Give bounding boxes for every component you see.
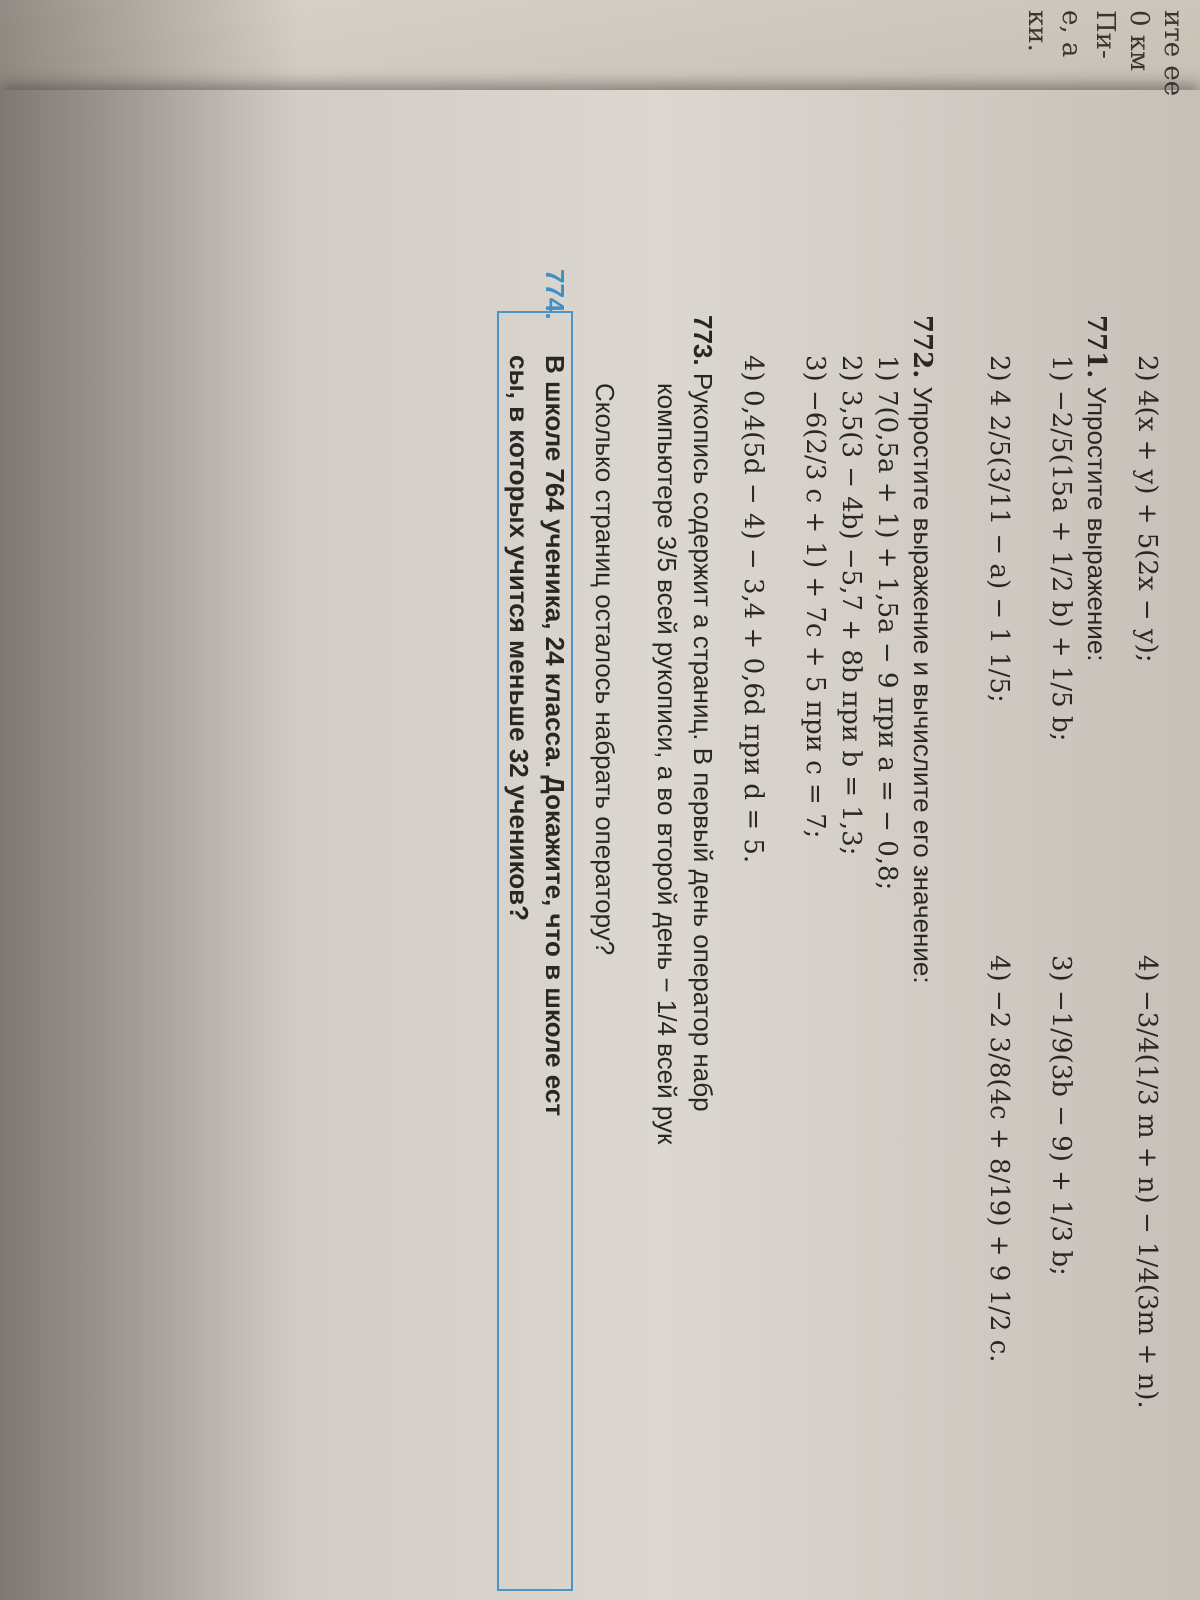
problem-number: 774. xyxy=(540,269,570,320)
prev-line-4: е, а xyxy=(1056,10,1086,58)
prev-line-3: Пи- xyxy=(1090,10,1120,59)
problem-771-row-2 xyxy=(955,315,1017,1585)
problem-number: 772. xyxy=(907,315,937,379)
prev-line-1: ите ее xyxy=(1158,10,1188,97)
problem-number: 773. xyxy=(688,315,718,366)
problem-774-line-1 xyxy=(537,269,573,1585)
problem-771-row-1 xyxy=(1017,315,1079,1585)
page-content xyxy=(497,269,1165,1585)
prev-line-5: ки. xyxy=(1022,10,1052,52)
problem-774 xyxy=(497,269,573,1585)
problem-number: 771. xyxy=(1081,315,1111,379)
problem-prompt: Упростите выражение: xyxy=(1082,386,1112,662)
problem-prompt: Упростите выражение и вычислите его значение: xyxy=(908,386,938,984)
p771-item-1: 1) −2/5(15a + 1/2 b) + 1/5 b; xyxy=(1046,355,1076,742)
p770-item-4: 4) −3/4(1/3 m + n) − 1/4(3m + n). xyxy=(1132,955,1162,1409)
p772-item-2: 2) 3,5(3 − 4b) −5,7 + 8b при b = 1,3; xyxy=(836,355,866,856)
problem-771-header xyxy=(1079,315,1115,1585)
p772-item-3: 3) −6(2/3 c + 1) + 7c + 5 при c = 7; xyxy=(800,355,830,839)
p772-item-4: 4) 0,4(5d − 4) − 3,4 + 0,6d при d = 5. xyxy=(738,355,768,864)
p770-item-2: 2) 4(x + y) + 5(2x − y); xyxy=(1132,355,1162,663)
p773-text-2: компьютере 3/5 всей рукописи, а во второй день − 1/4 всей рук xyxy=(652,383,682,1145)
p771-item-4: 4) −2 3/8(4c + 8/19) + 9 1/2 c. xyxy=(984,955,1014,1363)
p773-text-3: Сколько страниц осталось набрать оператору? xyxy=(590,383,620,956)
problem-772-header xyxy=(905,315,941,1585)
p774-text-2: сы, в которых учится меньше 32 учеников? xyxy=(504,355,534,922)
p774-text-1: В школе 764 ученика, 24 класса. Докажите, что в школе ест xyxy=(540,355,570,1117)
problem-770-tail xyxy=(1129,315,1165,1585)
prev-line-2: 0 км xyxy=(1124,10,1154,72)
p771-item-3: 3) −1/9(3b − 9) + 1/3 b; xyxy=(1046,955,1076,1276)
problem-773-line-1 xyxy=(685,315,721,1585)
p771-item-2: 2) 4 2/5(3/11 − a) − 1 1/5; xyxy=(984,355,1014,703)
p773-text-1: Рукопись содержит a страниц. В первый день оператор набр xyxy=(688,372,718,1112)
previous-page-text xyxy=(1020,10,1190,240)
p772-item-1: 1) 7(0,5a + 1) + 1,5a − 9 при a = − 0,8; xyxy=(872,355,902,891)
